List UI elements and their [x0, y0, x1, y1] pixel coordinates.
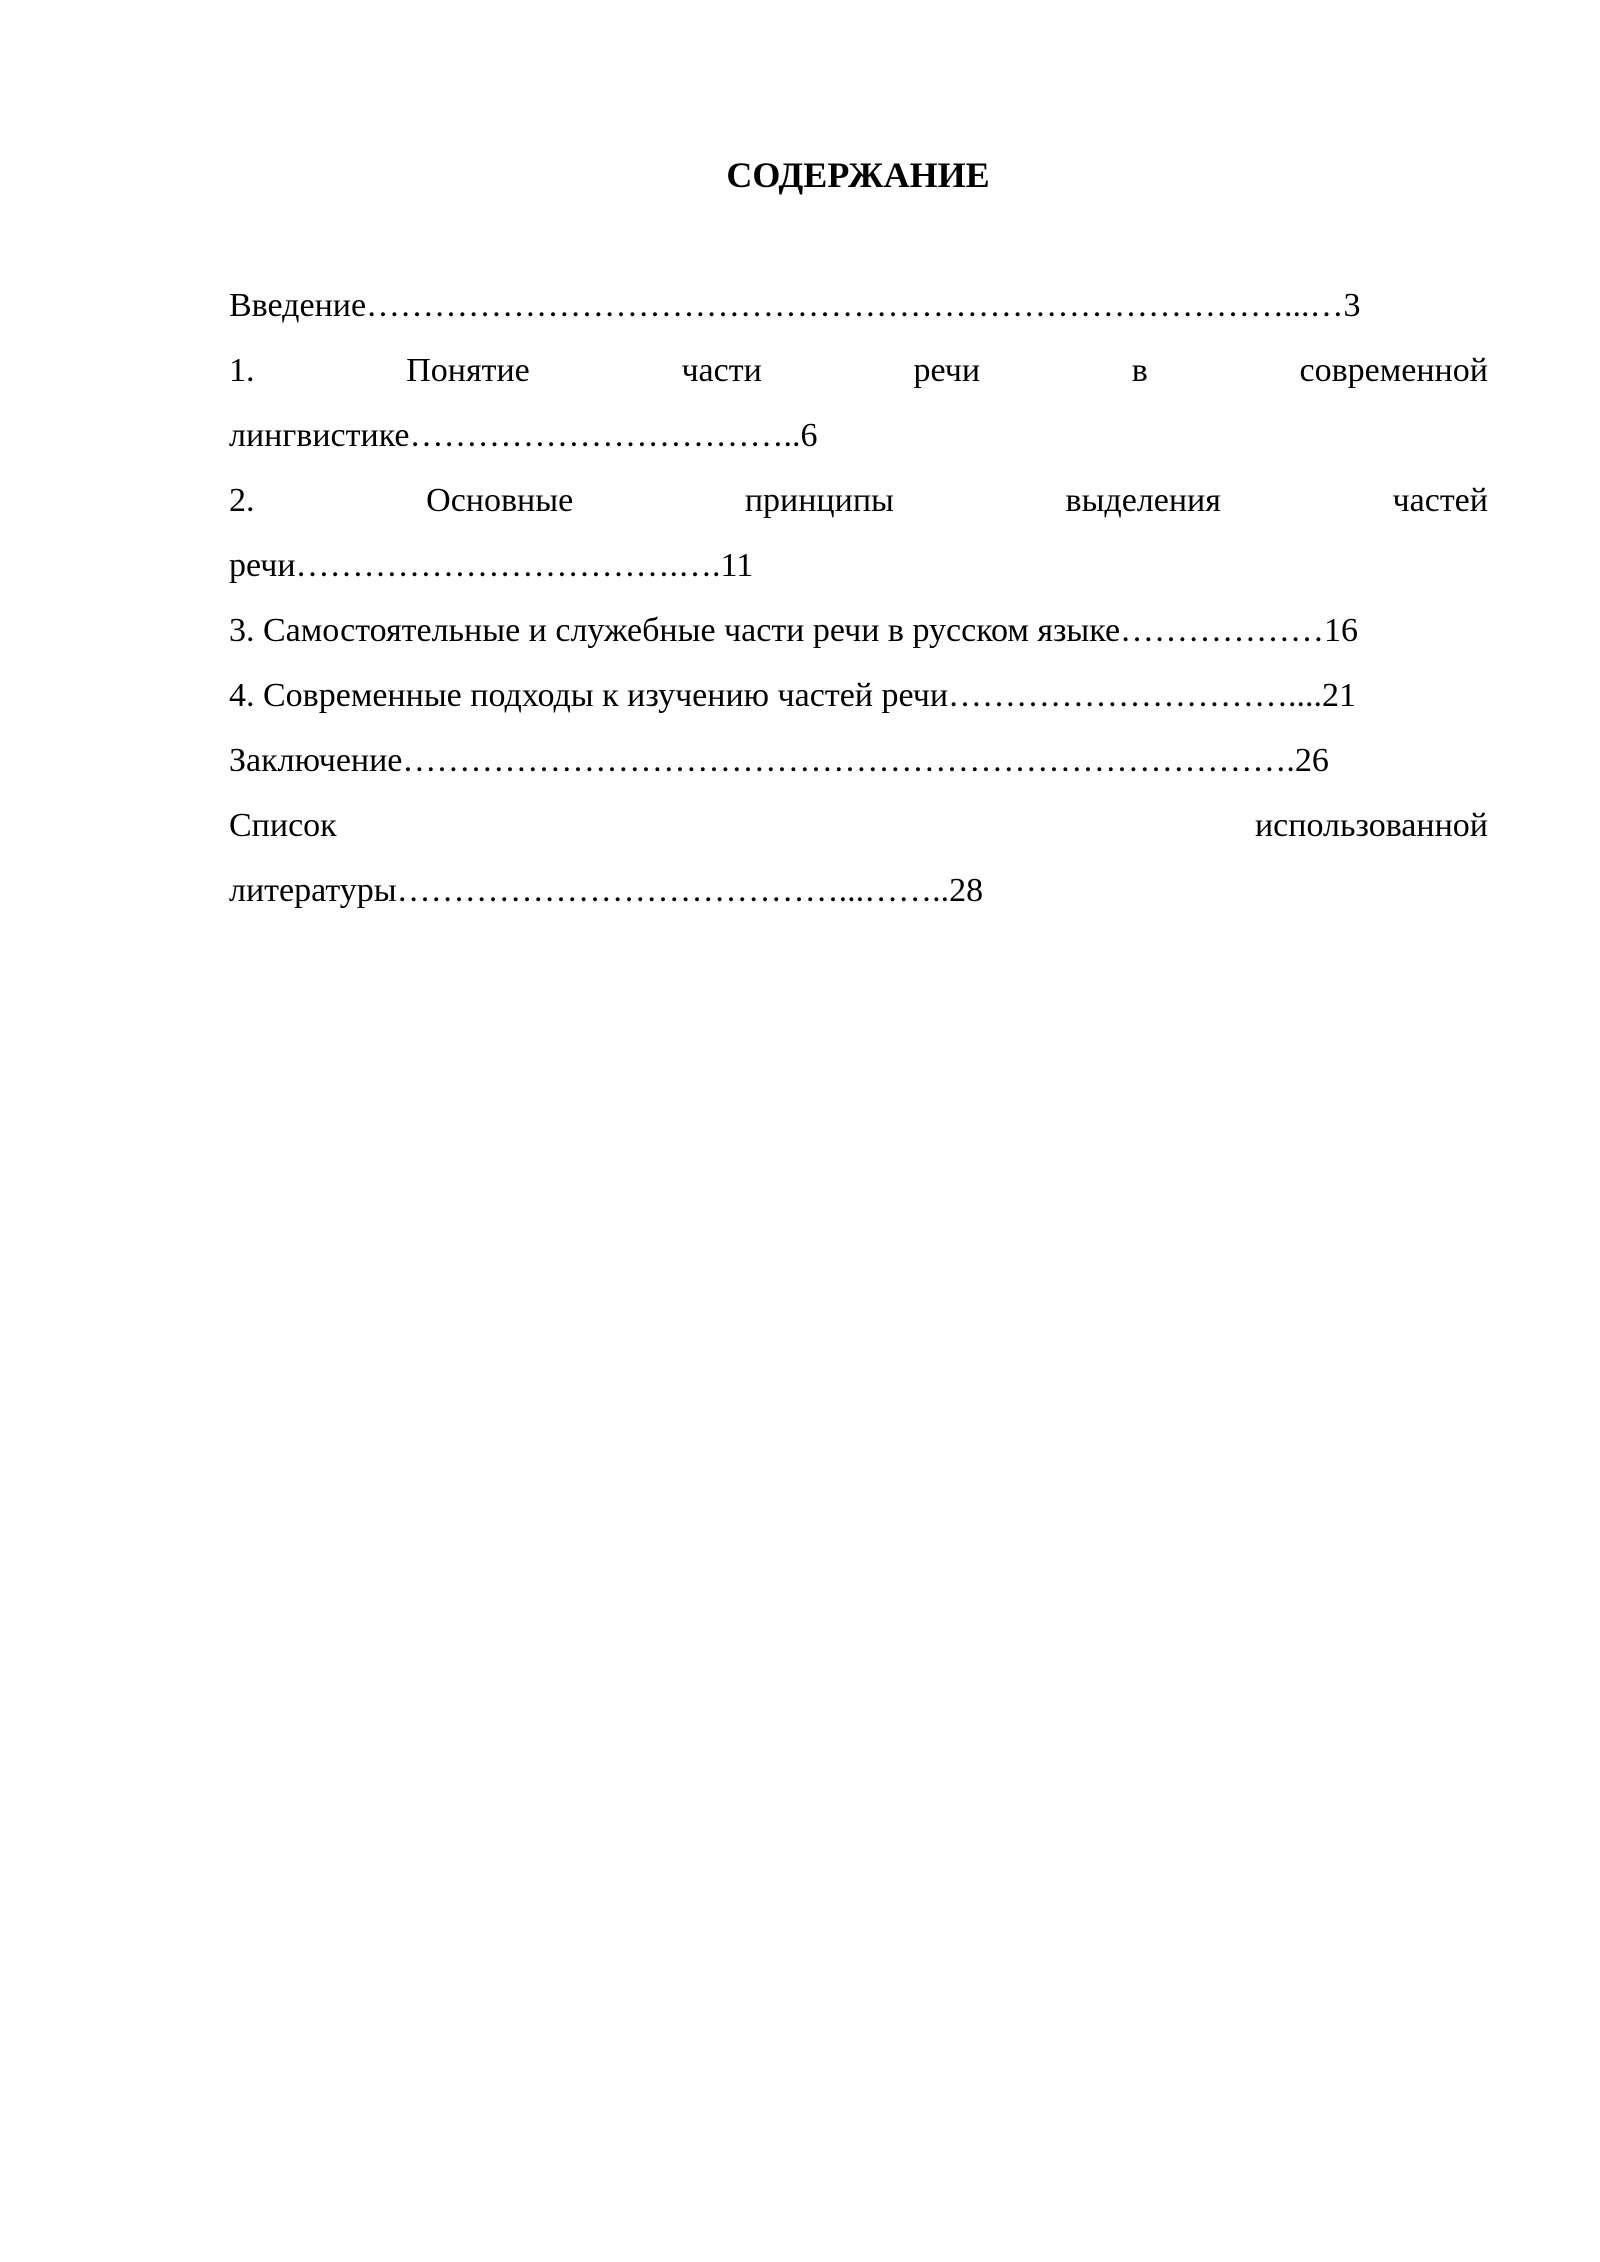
toc-entry-1-word: современной — [1299, 352, 1488, 389]
toc-entry-1-word: части — [681, 352, 762, 389]
toc-entry-1-line-1[interactable] — [229, 348, 1488, 413]
toc-entry-bibliography-line-2[interactable]: литературы…………………………………...……..28 — [229, 872, 984, 909]
page-title: СОДЕРЖАНИЕ — [726, 155, 990, 195]
toc-entry-bibliography-word: Список — [229, 807, 337, 844]
toc-entry-conclusion[interactable]: Заключение…………………………………………………………………….26 — [229, 742, 1329, 779]
toc-entry-2-word: частей — [1392, 482, 1488, 519]
toc-entry-bibliography-line-1[interactable] — [229, 803, 1488, 868]
toc-entry-3[interactable]: 3. Самостоятельные и служебные части речи в русском языке………………16 — [229, 612, 1359, 649]
table-of-contents — [229, 283, 1488, 933]
toc-entry-1-word: в — [1131, 352, 1148, 389]
toc-entry-2-word: выделения — [1065, 482, 1221, 519]
toc-entry-1-word: Понятие — [406, 352, 530, 389]
toc-entry-2-line-2[interactable]: речи…………………………….….11 — [229, 547, 754, 584]
toc-entry-introduction[interactable]: Введение………………………………………………………………………...…3 — [229, 287, 1361, 324]
toc-entry-bibliography-word: использованной — [1254, 807, 1488, 844]
toc-entry-2-line-1[interactable] — [229, 478, 1488, 543]
toc-entry-1-word: речи — [913, 352, 981, 389]
toc-entry-4[interactable]: 4. Современные подходы к изучению частей речи…………………………....21 — [229, 677, 1357, 714]
toc-entry-2-word: Основные — [426, 482, 574, 519]
toc-entry-1-line-2[interactable]: лингвистике……………………………..6 — [229, 417, 818, 454]
toc-entry-1-word: 1. — [229, 352, 255, 389]
toc-entry-2-word: принципы — [744, 482, 894, 519]
toc-entry-2-word: 2. — [229, 482, 255, 519]
